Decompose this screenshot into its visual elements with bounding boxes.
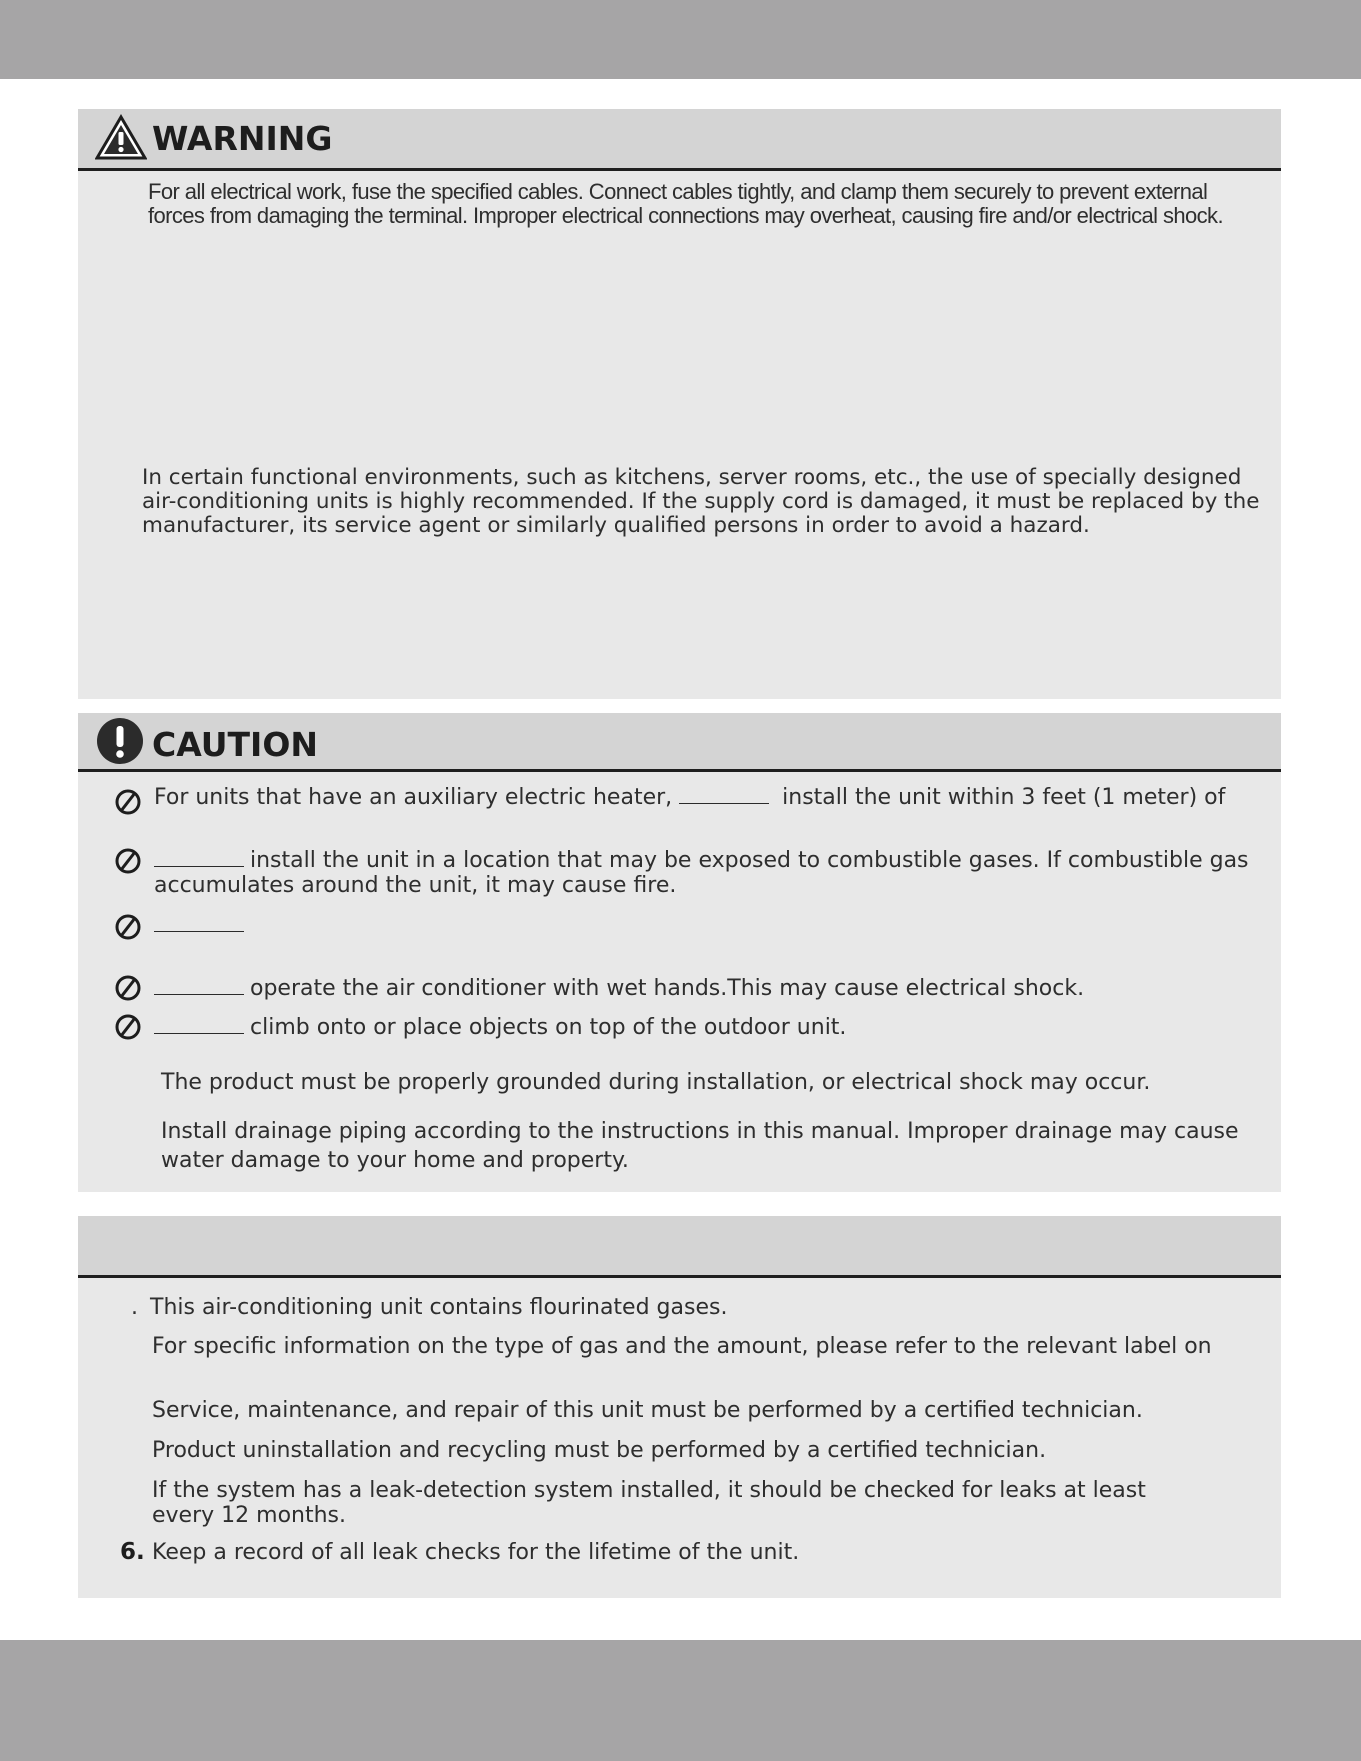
blank-line — [154, 1015, 244, 1034]
fluorinated-gas-panel — [78, 1216, 1281, 1598]
gas-note-label: For specific information on the type of gas and the amount, please refer to the relevant label on — [152, 1334, 1212, 1359]
blank-line — [154, 976, 244, 995]
warning-panel — [78, 109, 1281, 699]
prohibited-icon — [114, 1013, 142, 1041]
gas-note-leak-detection: If the system has a leak-detection system installed, it should be checked for leaks at least every 12 months. — [152, 1478, 1146, 1528]
gas-note-service: Service, maintenance, and repair of this unit must be performed by a certified technician. — [152, 1398, 1143, 1423]
warning-header — [78, 109, 1281, 171]
caution-header — [78, 713, 1281, 772]
caution-panel — [78, 713, 1281, 1192]
gas-note-recycling: Product uninstallation and recycling must be performed by a certified technician. — [152, 1438, 1047, 1463]
caution-item-climb — [154, 1015, 846, 1040]
warning-paragraph-environments: In certain functional environments, such as kitchens, server rooms, etc., the use of specially designed air-conditioning units is highly recommended. If the supply cord is damaged, it must be replaced by the manufacturer, its service agent or similarly qualified persons in order to avoid a hazard. — [142, 465, 1260, 538]
caution-item-blank — [154, 913, 250, 938]
caution-item-combustible-text: install the unit in a location that may be exposed to combustible gases. If combustible gas — [250, 848, 1249, 873]
list-number: 6. — [120, 1539, 145, 1565]
caution-item-combustible-line1 — [154, 848, 1274, 873]
list-bullet: . — [131, 1295, 138, 1320]
blank-line — [154, 913, 244, 932]
caution-title: CAUTION — [152, 725, 318, 764]
prohibited-icon — [114, 788, 142, 816]
warning-title: WARNING — [152, 119, 333, 158]
caution-item-wet-hands-text: operate the air conditioner with wet hands.This may cause electrical shock. — [250, 976, 1085, 1001]
blank-line — [679, 785, 769, 804]
gas-note-record: Keep a record of all leak checks for the lifetime of the unit. — [152, 1540, 800, 1565]
caution-item-heater-text-before: For units that have an auxiliary electric heater, — [154, 785, 673, 810]
caution-paragraph-drainage: Install drainage piping according to the instructions in this manual. Improper drainage may cause water damage to your home and property. — [161, 1119, 1239, 1173]
prohibited-icon — [114, 913, 142, 941]
prohibited-icon — [114, 847, 142, 875]
gas-note-contains: This air-conditioning unit contains flourinated gases. — [150, 1295, 728, 1320]
warning-paragraph-electrical: For all electrical work, fuse the specified cables. Connect cables tightly, and clamp them securely to prevent external forces from damaging the terminal. Improper electrical connections may overheat, causing fire and/or electrical shock. — [148, 179, 1223, 228]
warning-triangle-icon — [95, 114, 147, 160]
top-header-band — [0, 0, 1361, 79]
caution-item-combustible-line2: accumulates around the unit, it may cause fire. — [154, 873, 677, 898]
exclamation-circle-icon — [96, 717, 144, 765]
caution-item-heater-text-after: install the unit within 3 feet (1 meter) of — [782, 785, 1226, 810]
caution-item-heater — [154, 785, 1274, 810]
caution-item-combustible — [154, 848, 1274, 898]
prohibited-icon — [114, 974, 142, 1002]
blank-line — [154, 848, 244, 867]
bottom-footer-band — [0, 1640, 1361, 1761]
caution-paragraph-grounding: The product must be properly grounded during installation, or electrical shock may occur. — [161, 1070, 1151, 1095]
fluorinated-gas-header — [78, 1216, 1281, 1278]
caution-item-wet-hands — [154, 976, 1084, 1001]
caution-item-climb-text: climb onto or place objects on top of the outdoor unit. — [250, 1015, 847, 1040]
